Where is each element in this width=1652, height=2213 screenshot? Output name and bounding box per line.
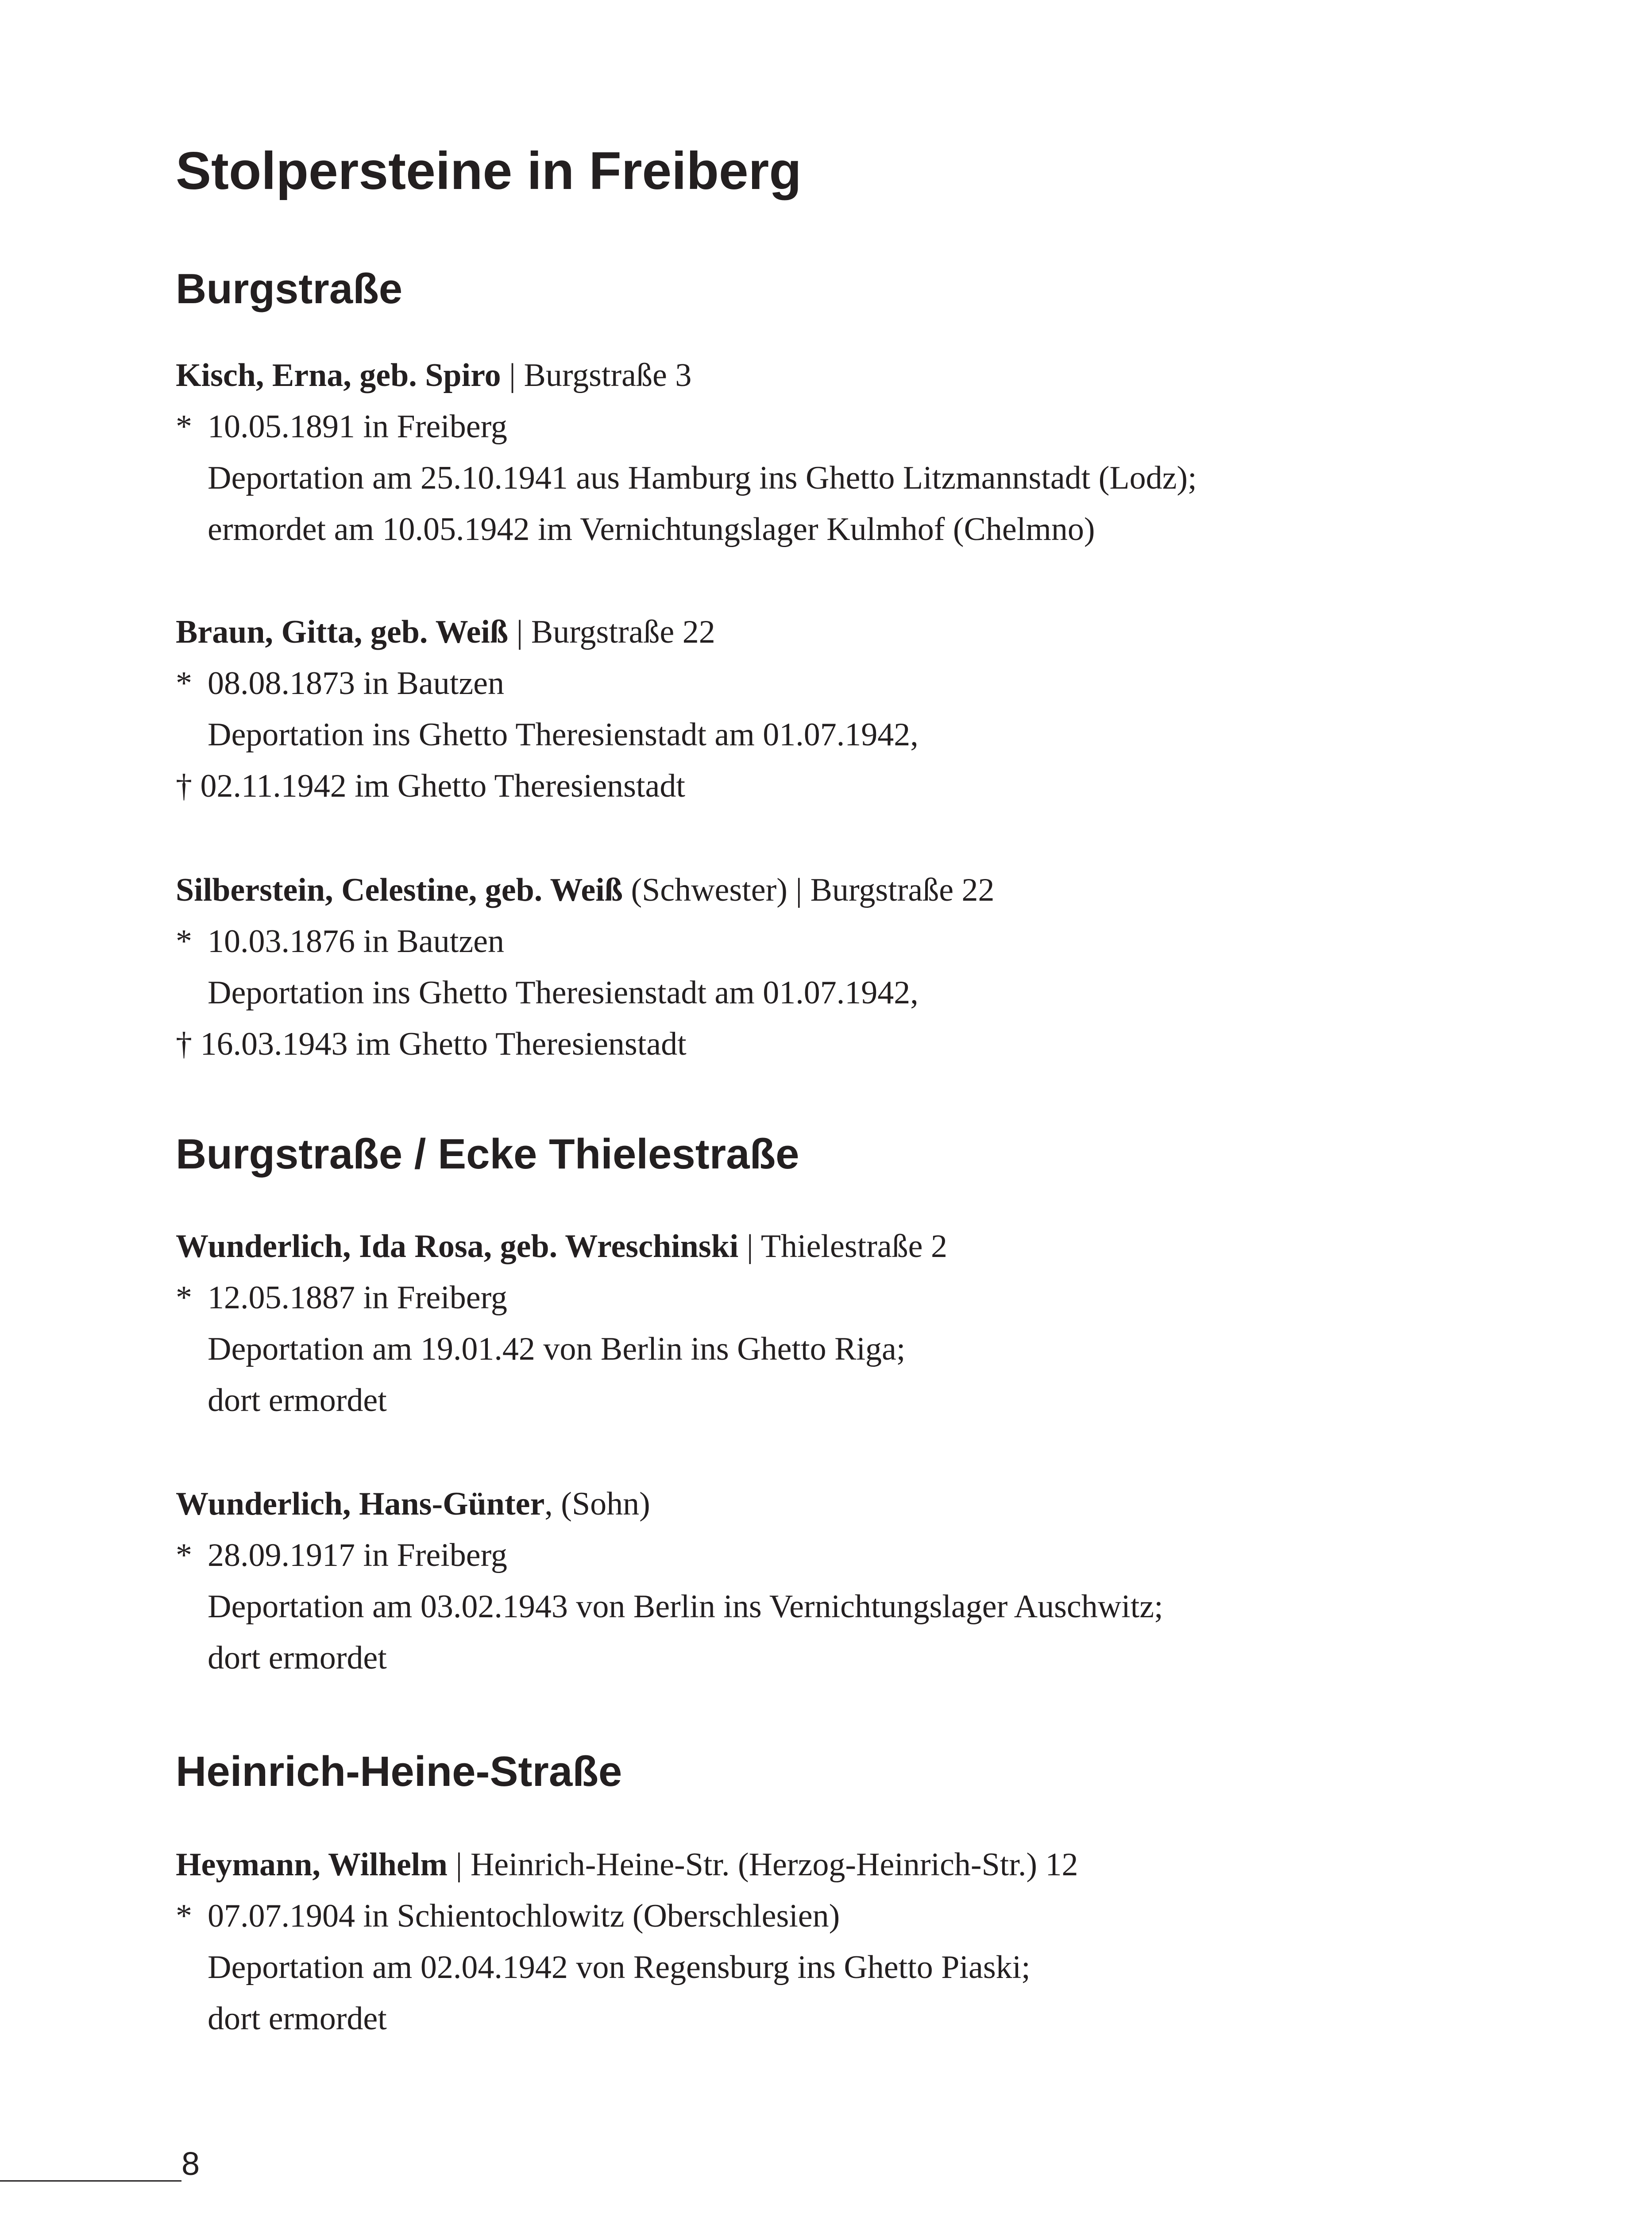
page-number: 8 bbox=[181, 2145, 200, 2182]
entry-name: Kisch, Erna, geb. Spiro bbox=[176, 357, 501, 393]
birth-info: 07.07.1904 in Schientochlowitz (Oberschlesien) bbox=[208, 1898, 840, 1934]
entry-name: Braun, Gitta, geb. Weiß bbox=[176, 614, 509, 650]
death-info: † 16.03.1943 im Ghetto Theresienstadt bbox=[176, 1026, 687, 1062]
entry-address: | Burgstraße 3 bbox=[501, 357, 692, 393]
entry-detail-line: ermordet am 10.05.1942 im Vernichtungslager Kulmhof (Chelmno) bbox=[208, 511, 1095, 547]
entry-name: Wunderlich, Hans-Günter bbox=[176, 1486, 545, 1522]
entry-address: (Schwester) | Burgstraße 22 bbox=[622, 872, 995, 908]
entry-wunderlich-ida-rosa bbox=[176, 1221, 947, 1426]
entry-detail-line: dort ermordet bbox=[208, 1382, 387, 1419]
birth-marker: * bbox=[176, 1898, 192, 1934]
entry-name: Heymann, Wilhelm bbox=[176, 1847, 448, 1883]
birth-info: 10.03.1876 in Bautzen bbox=[208, 923, 505, 960]
birth-info: 12.05.1887 in Freiberg bbox=[208, 1280, 507, 1316]
entry-name: Wunderlich, Ida Rosa, geb. Wreschinski bbox=[176, 1228, 739, 1265]
death-info: † 02.11.1942 im Ghetto Theresienstadt bbox=[176, 768, 685, 804]
entry-wunderlich-hans-guenter bbox=[176, 1478, 1163, 1684]
entry-detail-line: Deportation am 19.01.42 von Berlin ins Ghetto Riga; bbox=[208, 1331, 906, 1367]
entry-detail-line: Deportation am 02.04.1942 von Regensburg ins Ghetto Piaski; bbox=[208, 1949, 1031, 1986]
entry-detail-line: dort ermordet bbox=[208, 2001, 387, 2037]
section-heading-burgstrasse-thielestrasse: Burgstraße / Ecke Thielestraße bbox=[176, 1130, 799, 1178]
entry-detail-line: Deportation ins Ghetto Theresienstadt am 01.07.1942, bbox=[208, 975, 919, 1011]
birth-marker: * bbox=[176, 1537, 192, 1573]
entry-detail-line: dort ermordet bbox=[208, 1640, 387, 1676]
section-heading-burgstrasse: Burgstraße bbox=[176, 265, 403, 312]
entry-detail-line: Deportation ins Ghetto Theresienstadt am 01.07.1942, bbox=[208, 717, 919, 753]
footer-rule bbox=[0, 2180, 181, 2182]
birth-info: 10.05.1891 in Freiberg bbox=[208, 409, 507, 445]
entry-name: Silberstein, Celestine, geb. Weiß bbox=[176, 872, 623, 908]
entry-silberstein-celestine bbox=[176, 864, 995, 1070]
section-heading-heinrich-heine-strasse: Heinrich-Heine-Straße bbox=[176, 1748, 622, 1795]
birth-marker: * bbox=[176, 665, 192, 702]
entry-kisch-erna bbox=[176, 350, 1197, 555]
entry-address: | Burgstraße 22 bbox=[508, 614, 715, 650]
birth-info: 08.08.1873 in Bautzen bbox=[208, 665, 505, 702]
birth-marker: * bbox=[176, 409, 192, 445]
entry-address: | Thielestraße 2 bbox=[738, 1228, 948, 1265]
birth-marker: * bbox=[176, 1280, 192, 1316]
entry-address: | Heinrich-Heine-Str. (Herzog-Heinrich-Str.) 12 bbox=[448, 1847, 1078, 1883]
birth-info: 28.09.1917 in Freiberg bbox=[208, 1537, 507, 1573]
entry-relation: , (Sohn) bbox=[544, 1486, 650, 1522]
birth-marker: * bbox=[176, 923, 192, 960]
page-title: Stolpersteine in Freiberg bbox=[176, 141, 802, 200]
entry-heymann-wilhelm bbox=[176, 1839, 1078, 2044]
entry-detail-line: Deportation am 25.10.1941 aus Hamburg ins Ghetto Litzmannstadt (Lodz); bbox=[208, 460, 1197, 496]
entry-detail-line: Deportation am 03.02.1943 von Berlin ins Vernichtungslager Auschwitz; bbox=[208, 1588, 1163, 1625]
entry-braun-gitta bbox=[176, 606, 919, 812]
